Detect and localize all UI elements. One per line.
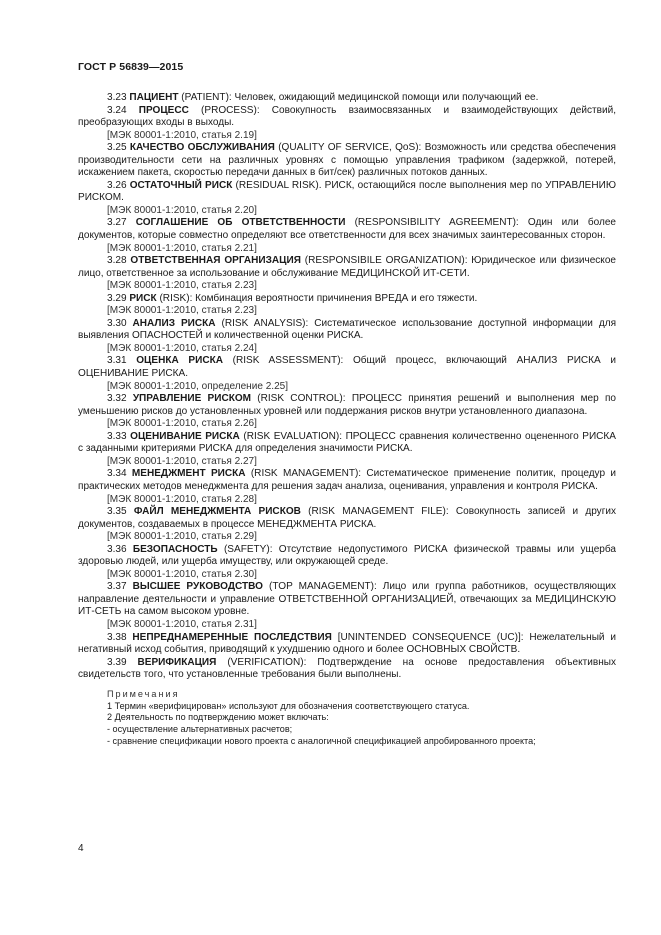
term-definition: (RISK ASSESSMENT): Общий процесс, включающий АНАЛИЗ РИСКА и ОЦЕНИВАНИЕ РИСКА. bbox=[78, 355, 617, 380]
term-name: НЕПРЕДНАМЕРЕННЫЕ ПОСЛЕДСТВИЯ bbox=[132, 631, 332, 643]
term-number: 3.25 bbox=[107, 142, 127, 154]
term-entry bbox=[78, 255, 616, 280]
term-name: ФАЙЛ МЕНЕДЖМЕНТА РИСКОВ bbox=[133, 506, 301, 518]
term-definition: (PROCESS): Совокупность взаимосвязанных и взаимодействующих действий, преобразующих входы в выходы. bbox=[78, 104, 616, 129]
term-entry bbox=[78, 105, 616, 130]
page-number: 4 bbox=[78, 843, 84, 854]
term-definition: (QUALITY OF SERVICE, QoS): Возможность или средства обеспечения производительности сети на различных уровнях с помощью управления трафиком (задержкой, потерей, искажением пакета, скоростью передачи данных в бит/сек) различных потоков данных. bbox=[78, 142, 616, 179]
source-reference: [МЭК 80001-1:2010, статья 2.27] bbox=[107, 455, 257, 467]
term-number: 3.26 bbox=[107, 179, 127, 191]
term-number: 3.37 bbox=[107, 581, 127, 593]
term-entry bbox=[78, 544, 616, 569]
source-reference: [МЭК 80001-1:2010, статья 2.23] bbox=[107, 305, 257, 317]
term-number: 3.38 bbox=[107, 631, 127, 643]
term-definition: (RESPONSIBILE ORGANIZATION): Юридическое или физическое лицо, ответственное за использование и обслуживание МЕДИЦИНСКОЙ ИТ-СЕТИ. bbox=[78, 255, 616, 279]
term-definition: (RISK ANALYSIS): Систематическое использование доступной информации для выявления ОПАСНОСТЕЙ и количественной оценки РИСКА. bbox=[78, 317, 617, 342]
term-name: ОТВЕТСТВЕННАЯ ОРГАНИЗАЦИЯ bbox=[130, 255, 301, 267]
term-entry bbox=[78, 318, 616, 343]
notes-block bbox=[78, 689, 616, 748]
term-entry bbox=[78, 581, 616, 619]
source-reference: [МЭК 80001-1:2010, статья 2.26] bbox=[107, 418, 257, 430]
source-reference: [МЭК 80001-1:2010, статья 2.19] bbox=[107, 129, 257, 141]
source-reference: [МЭК 80001-1:2010, статья 2.29] bbox=[107, 531, 257, 543]
term-name: БЕЗОПАСНОСТЬ bbox=[132, 543, 218, 555]
term-entry bbox=[78, 632, 616, 657]
term-entry bbox=[78, 431, 616, 456]
source-reference: [МЭК 80001-1:2010, статья 2.28] bbox=[107, 493, 257, 505]
term-number: 3.23 bbox=[107, 92, 127, 103]
term-entry bbox=[78, 506, 616, 531]
term-entry bbox=[78, 142, 616, 180]
term-definition: (RISK MANAGEMENT FILE): Совокупность записей и других документов, создаваемых в процессе МЕНЕДЖМЕНТА РИСКА. bbox=[78, 506, 616, 530]
note-line: - осуществление альтернативных расчетов; bbox=[107, 724, 293, 735]
term-definition: (VERIFICATION): Подтверждение на основе предоставления объективных свидетельств того, что установленные требования были выполнены. bbox=[78, 656, 616, 681]
note-line: 1 Термин «верифицирован» используют для обозначения соответствующего статуса. bbox=[107, 700, 470, 711]
notes-title: Примечания bbox=[107, 688, 180, 699]
term-entry bbox=[78, 393, 616, 418]
term-definition: (RISK EVALUATION): ПРОЦЕСС сравнения количественно оцененного РИСКА с заданными критериями РИСКА для определения значимости РИСКА. bbox=[78, 430, 616, 455]
term-definition: (TOP MANAGEMENT): Лицо или группа работников, осуществляющих направление деятельности и управление ОТВЕТСТВЕННОЙ ОРГАНИЗАЦИЕЙ, отвечающих за МЕДИЦИНСКУЮ ИТ-СЕТЬ на самом высоком уровне. bbox=[78, 581, 616, 618]
terms-list bbox=[78, 92, 616, 748]
source-reference: [МЭК 80001-1:2010, статья 2.31] bbox=[107, 618, 257, 630]
term-number: 3.34 bbox=[107, 468, 127, 480]
term-number: 3.24 bbox=[107, 104, 127, 116]
term-number: 3.30 bbox=[107, 317, 127, 329]
source-reference: [МЭК 80001-1:2010, статья 2.23] bbox=[107, 280, 257, 292]
term-name: ВЕРИФИКАЦИЯ bbox=[137, 656, 217, 668]
term-number: 3.27 bbox=[107, 217, 127, 229]
source-reference: [МЭК 80001-1:2010, статья 2.30] bbox=[107, 568, 257, 580]
note-line: 2 Деятельность по подтверждению может включать: bbox=[107, 712, 329, 723]
source-reference: [МЭК 80001-1:2010, статья 2.24] bbox=[107, 342, 257, 354]
term-entry bbox=[78, 92, 616, 105]
term-name: ОЦЕНКА РИСКА bbox=[136, 355, 223, 367]
term-number: 3.39 bbox=[107, 656, 127, 668]
term-number: 3.29 bbox=[107, 292, 127, 304]
term-entry bbox=[78, 293, 616, 306]
term-number: 3.32 bbox=[107, 393, 127, 405]
term-definition: (SAFETY): Отсутствие недопустимого РИСКА физической травмы или ущерба здоровью людей, или ущерба имуществу, или окружающей среде. bbox=[78, 543, 616, 568]
term-name: ВЫСШЕЕ РУКОВОДСТВО bbox=[132, 581, 263, 593]
source-reference: [МЭК 80001-1:2010, статья 2.20] bbox=[107, 204, 257, 216]
term-name: МЕНЕДЖМЕНТ РИСКА bbox=[131, 468, 246, 480]
term-number: 3.28 bbox=[107, 255, 127, 267]
term-entry bbox=[78, 468, 616, 493]
term-number: 3.33 bbox=[107, 430, 127, 442]
source-reference: [МЭК 80001-1:2010, определение 2.25] bbox=[107, 380, 289, 392]
term-definition: (RESPONSIBILITY AGREEMENT): Один или более документов, которые совместно определяют все ответственности для всех значимых заинтересованных сторон. bbox=[78, 217, 617, 242]
term-name: ПАЦИЕНТ bbox=[129, 92, 179, 103]
term-number: 3.36 bbox=[107, 543, 127, 555]
source-reference: [МЭК 80001-1:2010, статья 2.21] bbox=[107, 242, 257, 254]
term-definition: [UNINTENDED CONSEQUENCE (UC)]: Нежелательный и негативный исход события, приводящий к ухудшению одного и более ОСНОВНЫХ СВОЙСТВ. bbox=[78, 631, 616, 656]
term-definition: (RESIDUAL RISK). РИСК, остающийся после выполнения мер по УПРАВЛЕНИЮ РИСКОМ. bbox=[78, 179, 616, 204]
term-name: ОСТАТОЧНЫЙ РИСК bbox=[129, 179, 233, 191]
note-line: - сравнение спецификации нового проекта с аналогичной спецификацией апробированного проекта; bbox=[107, 735, 536, 746]
term-name: РИСК bbox=[129, 292, 157, 304]
document-header: ГОСТ Р 56839—2015 bbox=[78, 61, 184, 73]
term-entry bbox=[78, 657, 616, 682]
term-entry bbox=[78, 355, 616, 380]
term-definition: (RISK): Комбинация вероятности причинения ВРЕДА и его тяжести. bbox=[156, 292, 478, 304]
term-definition: (RISK CONTROL): ПРОЦЕСС принятия решений и выполнения мер по уменьшению рисков до установленных уровней или поддержания рисков внутри установленного диапазона. bbox=[78, 393, 616, 417]
term-name: СОГЛАШЕНИЕ ОБ ОТВЕТСТВЕННОСТИ bbox=[135, 217, 346, 229]
term-definition: (PATIENT): Человек, ожидающий медицинской помощи или получающий ее. bbox=[178, 92, 539, 103]
term-number: 3.35 bbox=[107, 506, 127, 518]
term-name: ПРОЦЕСС bbox=[138, 104, 189, 116]
term-entry bbox=[78, 217, 616, 242]
term-name: УПРАВЛЕНИЕ РИСКОМ bbox=[132, 393, 252, 405]
term-number: 3.31 bbox=[107, 355, 127, 367]
term-name: ОЦЕНИВАНИЕ РИСКА bbox=[130, 430, 240, 442]
term-definition: (RISK MANAGEMENT): Систематическое применение политик, процедур и практических методов менеджмента для решения задач анализа, оценивания, управления и контроля РИСКА. bbox=[78, 468, 616, 492]
term-name: АНАЛИЗ РИСКА bbox=[132, 317, 216, 329]
term-name: КАЧЕСТВО ОБСЛУЖИВАНИЯ bbox=[129, 142, 275, 154]
term-entry bbox=[78, 180, 616, 205]
